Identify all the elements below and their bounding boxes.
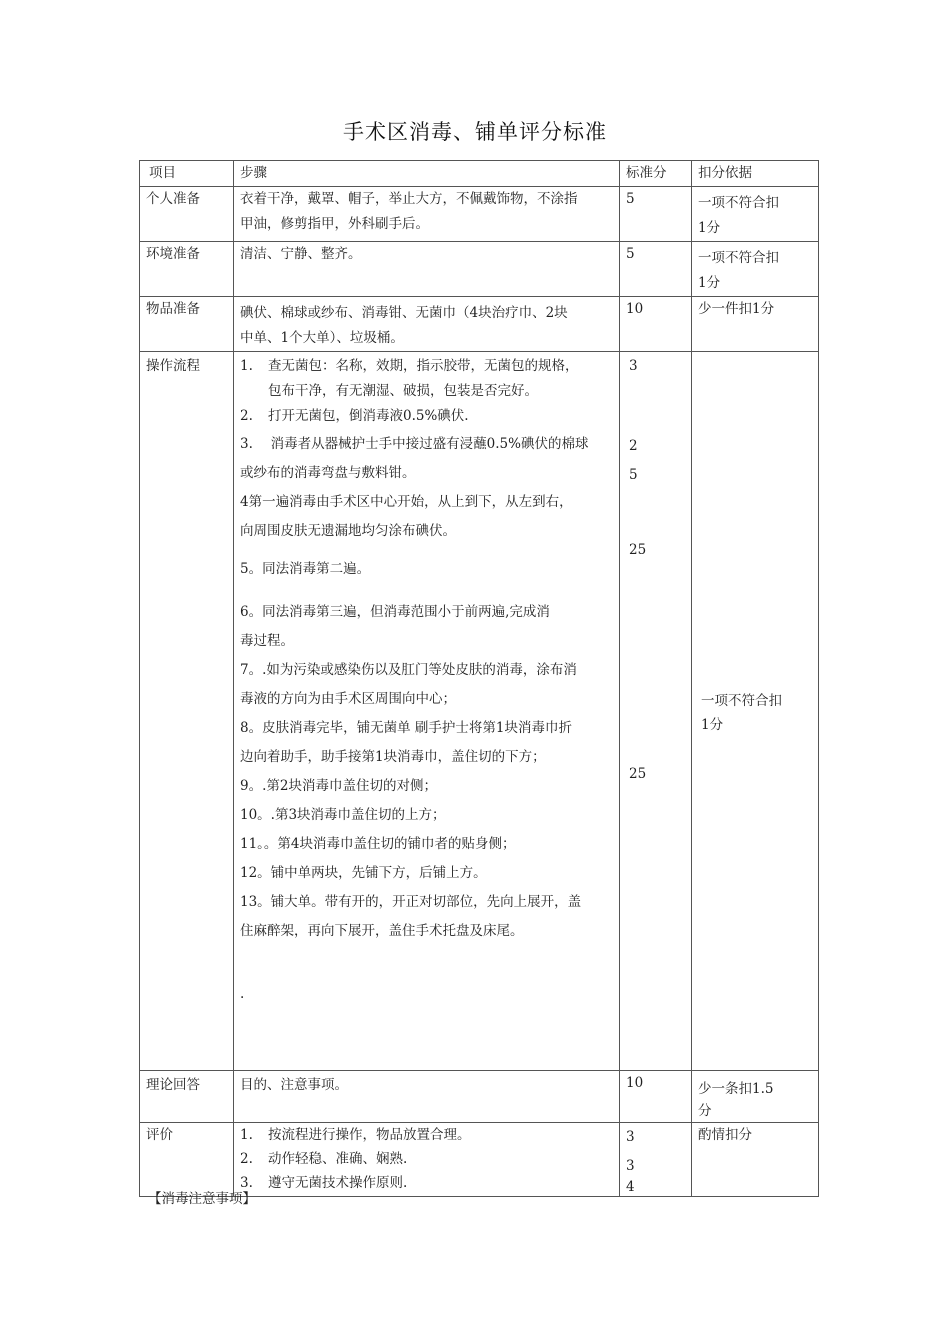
list-item: 2. 打开无菌包，倒消毒液0.5%碘伏. [240,408,469,424]
score-cell: 10 [620,297,692,352]
deduction-line: 1分 [698,220,721,236]
score-cell: 5 [620,242,692,297]
step-line: 毒液的方向为由手术区周围向中心； [240,691,456,707]
deduction-line: 一项不符合扣 [701,693,782,709]
step-line: 5。同法消毒第二遍。 [240,561,371,577]
table-row-materials [140,297,819,352]
score-value: 25 [629,542,647,558]
step-line: 7。.如为污染或感染伤以及肛门等处皮肤的消毒，涂布消 [240,662,577,678]
table-row-evaluation [140,1123,819,1197]
header-deduction: 扣分依据 [692,161,819,187]
step-line: 13。铺大单。带有开的，开正对切部位，先向上展开，盖 [240,894,582,910]
step-line: 清洁、宁静、整齐。 [234,242,620,297]
header-score: 标准分 [620,161,692,187]
step-line: 3. 消毒者从器械护士手中接过盛有浸蘸0.5%碘伏的棉球 [240,436,589,452]
step-line: 甲油，修剪指甲，外科刷手后。 [240,216,429,232]
item-cell: 操作流程 [140,352,234,1071]
score-value: 4 [626,1179,635,1195]
deduction-line: 1分 [701,717,724,733]
header-steps: 步骤 [234,161,620,187]
step-line: 6。同法消毒第三遍，但消毒范围小于前两遍,完成消 [240,604,550,620]
item-cell: 理论回答 [140,1071,234,1123]
table-header-row [140,161,819,187]
score-cell: 5 [620,187,692,242]
step-line: 目的、注意事项。 [234,1071,620,1123]
deduction-line: 一项不符合扣 [698,250,779,266]
score-value: 3 [626,1129,635,1145]
step-line: 碘伏、棉球或纱布、消毒钳、无菌巾（4块治疗巾、2块 [240,305,568,321]
score-value: 5 [629,467,638,483]
step-line: 向周围皮肤无遗漏地均匀涂布碘伏。 [240,523,456,539]
step-line: 12。铺中单两块，先铺下方，后铺上方。 [240,865,487,881]
step-line: 边向着助手，助手接第1块消毒巾，盖住切的下方； [240,749,546,765]
deduction-line: 一项不符合扣 [698,195,779,211]
step-line: 9。.第2块消毒巾盖住切的对侧； [240,778,437,794]
table-row-environment [140,242,819,297]
table-row-personal [140,187,819,242]
step-line: 中单、1个大单）、垃圾桶。 [240,330,404,346]
score-value: 2 [629,438,638,454]
score-value: 3 [629,358,638,374]
step-line: 11。。第4块消毒巾盖住切的铺巾者的贴身侧； [240,836,516,852]
score-value: 25 [629,766,647,782]
deduction-line: 分 [698,1103,712,1119]
deduction-line: 少一条扣1.5 [698,1081,774,1097]
step-line: 10。.第3块消毒巾盖住切的上方； [240,807,446,823]
score-cell: 10 [620,1071,692,1123]
deduction-line: 1分 [698,275,721,291]
step-line: 或纱布的消毒弯盘与敷料钳。 [240,465,416,481]
deduction-line: 酌情扣分 [692,1123,819,1197]
page-title: 手术区消毒、铺单评分标准 [343,120,607,144]
header-item: 项目 [140,161,234,187]
scoring-table [139,160,819,1197]
step-line: 8。皮肤消毒完毕，铺无菌单 刷手护士将第1块消毒巾折 [240,720,572,736]
item-cell: 环境准备 [140,242,234,297]
list-item: 3. 遵守无菌技术操作原则. [240,1175,408,1191]
list-item: 1. 查无菌包：名称，效期，指示胶带，无菌包的规格， 包布干净，有无潮湿、破损，包装是否完好。 [240,358,579,399]
step-line: 毒过程。 [240,633,294,649]
deduction-line: 少一件扣1分 [692,297,819,352]
score-value: 3 [626,1158,635,1174]
step-line: 住麻醉架，再向下展开，盖住手术托盘及床尾。 [240,923,524,939]
item-cell: 物品准备 [140,297,234,352]
item-cell: 评价 [140,1123,234,1197]
table-row-theory [140,1071,819,1123]
table-row-procedure [140,352,819,1071]
list-item: 2. 动作轻稳、准确、娴熟. [240,1151,408,1167]
step-line: . [240,986,245,1002]
list-item: 1. 按流程进行操作，物品放置合理。 [240,1127,471,1143]
step-line: 衣着干净，戴罩、帽子，举止大方，不佩戴饰物，不涂指 [240,191,578,207]
item-cell: 个人准备 [140,187,234,242]
section-heading: 【消毒注意事项】 [148,1191,256,1207]
step-line: 4第一遍消毒由手术区中心开始，从上到下，从左到右， [240,494,573,510]
